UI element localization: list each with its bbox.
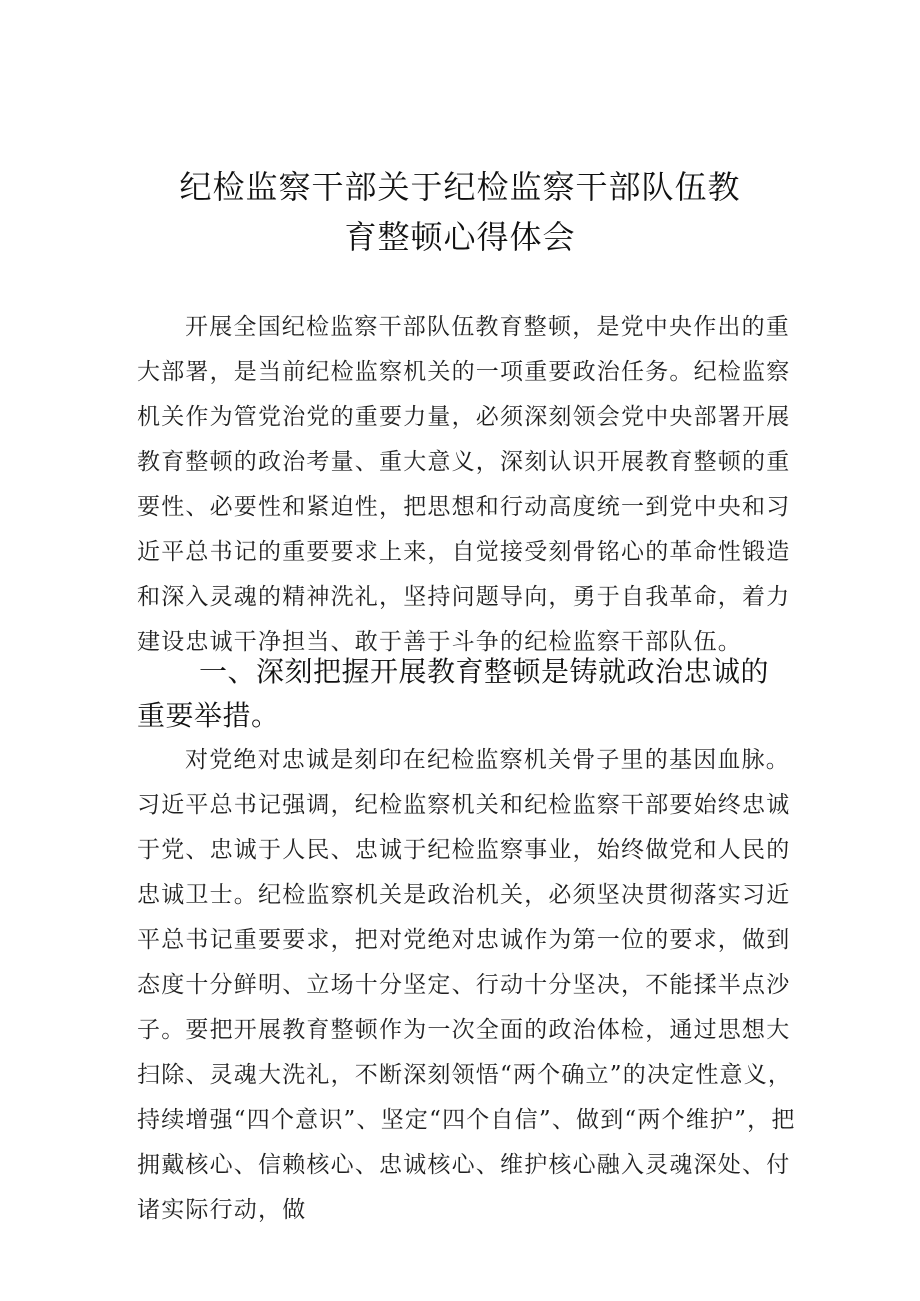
section-1-body-text: 对党绝对忠诚是刻印在纪检监察机关骨子里的基因血脉。习近平总书记强调，纪检监察机关和纪检监察干部要始终忠诚于党、忠诚于人民、忠诚于纪检监察事业，始终做党和人民的忠诚卫士。纪检监察机关是政治机关，必须坚决贯彻落实习近平总书记重要要求，把对党绝对忠诚作为第一位的要求，做到态度十分鲜明、立场十分坚定、行动十分坚决，不能揉半点沙子。要把开展教育整顿作为一次全面的政治体检，通过思想大扫除、灵魂大洗礼，不断深刻领悟“两个确立”的决定性意义，持续增强“四个意识”、坚定“四个自信”、做到“两个维护”，把拥戴核心、信赖核心、忠诚核心、维护核心融入灵魂深处、付诸实际行动，做 xyxy=(137,747,796,1223)
section-1-paragraph xyxy=(137,738,797,1233)
intro-text: 开展全国纪检监察干部队伍教育整顿，是党中央作出的重大部署，是当前纪检监察机关的一项重要政治任务。纪检监察机关作为管党治党的重要力量，必须深刻领会党中央部署开展教育整顿的政治考量、重大意义，深刻认识开展教育整顿的重要性、必要性和紧迫性，把思想和行动高度统一到党中央和习近平总书记的重要要求上来，自觉接受刻骨铭心的革命性锻造和深入灵魂的精神洗礼，坚持问题导向，勇于自我革命，着力建设忠诚干净担当、敢于善于斗争的纪检监察干部队伍。 xyxy=(137,314,791,655)
section-1-heading xyxy=(137,650,797,738)
intro-paragraph xyxy=(137,305,797,665)
title-line-2: 育整顿心得体会 xyxy=(344,218,576,256)
document-title xyxy=(110,162,810,262)
section-1-heading-text: 一、深刻把握开展教育整顿是铸就政治忠诚的重要举措。 xyxy=(137,655,770,732)
title-line-1: 纪检监察干部关于纪检监察干部队伍教 xyxy=(179,168,741,206)
